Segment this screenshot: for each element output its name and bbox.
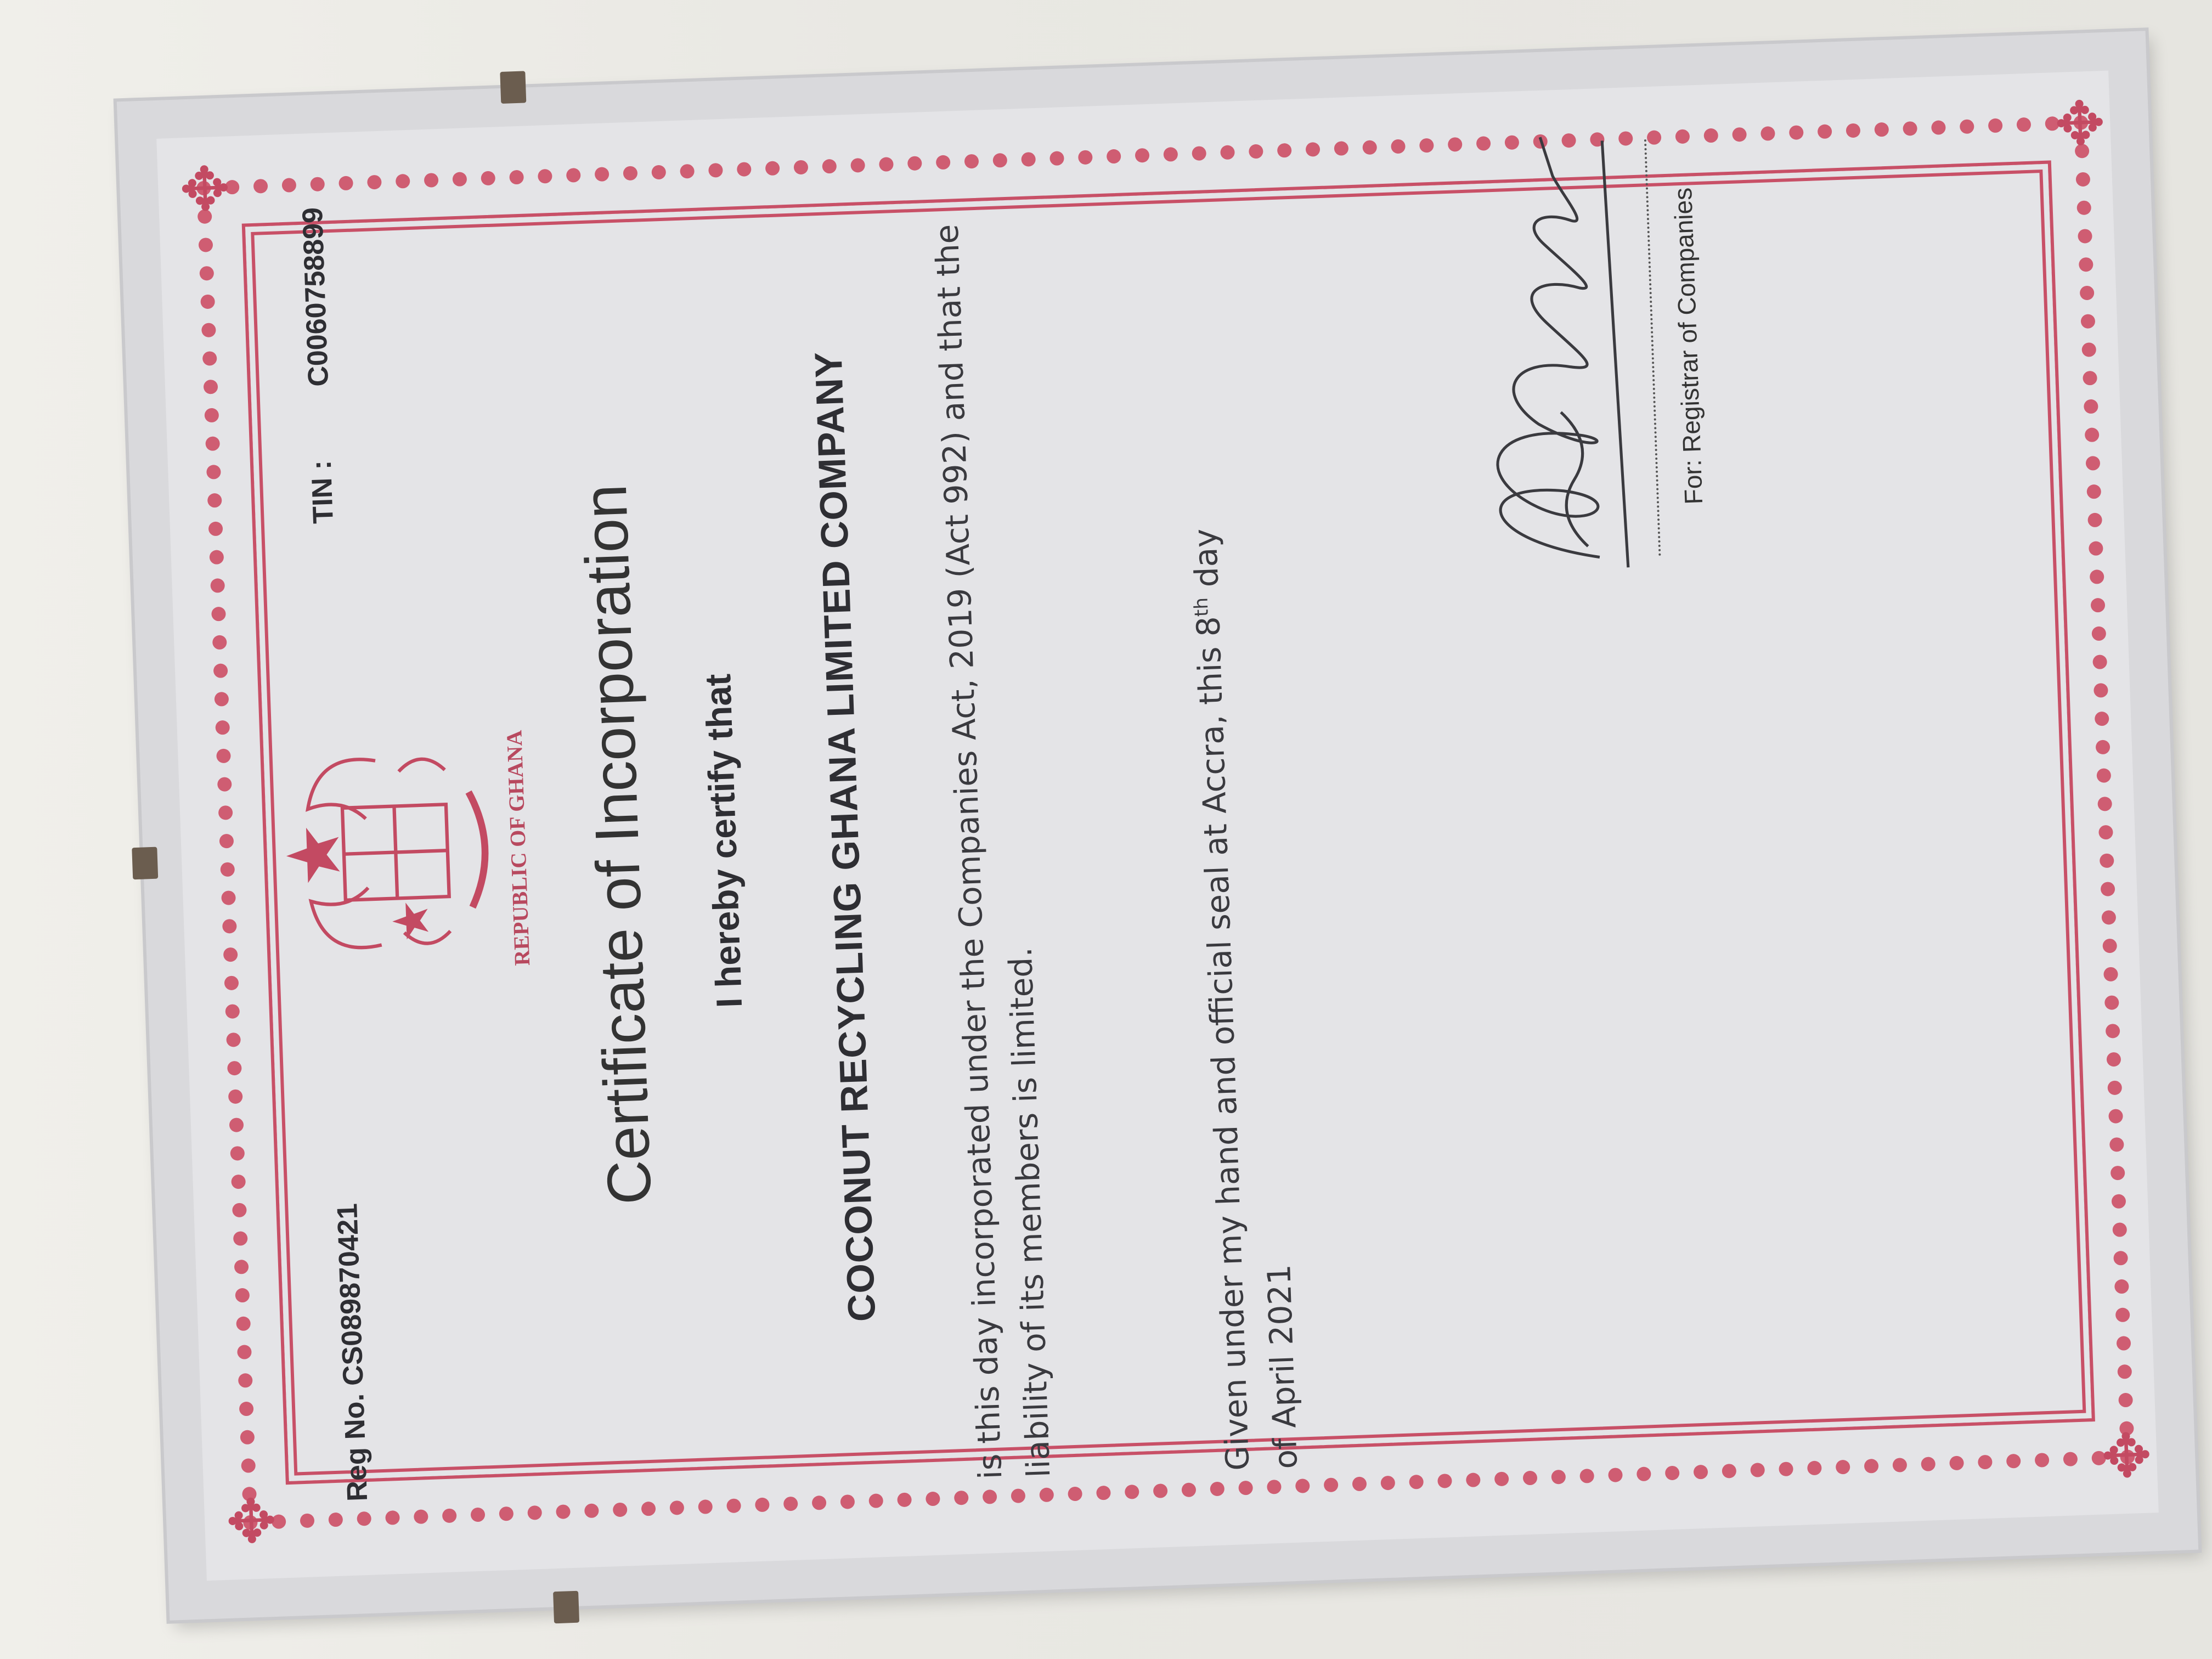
tin-label: TIN :: [305, 459, 340, 524]
tin-number: [296, 207, 340, 524]
fleur-corner-icon: ✥: [2100, 1420, 2153, 1492]
fleur-corner-icon: ✥: [178, 153, 232, 225]
certify-line: I hereby certify that: [697, 673, 750, 1009]
given-text-start: Given under my hand and official seal at Accra, this 8: [1189, 616, 1257, 1471]
certificate-title: Certificate of Incorporation: [570, 483, 664, 1206]
reg-value: CS089870421: [331, 1203, 370, 1386]
given-ordinal: th: [1190, 597, 1213, 617]
tin-value: C0060758899: [296, 207, 335, 387]
crest-caption: REPUBLIC OF GHANA: [501, 730, 535, 967]
certificate-paper: [156, 71, 2159, 1581]
glass-frame: [117, 31, 2198, 1620]
frame-clip: [132, 847, 158, 880]
incorporation-text: is this day incorporated under the Companies Act, 2019 (Act 992) and that the liability of its members is limited.: [928, 223, 1058, 1480]
fleur-corner-icon: ✥: [2053, 87, 2107, 160]
reg-number: [331, 1203, 374, 1502]
company-name: COCONUT RECYCLING GHANA LIMITED COMPANY: [806, 351, 884, 1323]
ghana-coat-of-arms-icon: [271, 733, 509, 972]
fleur-corner-icon: ✥: [224, 1485, 278, 1558]
handwritten-signature: [1413, 128, 1659, 585]
reg-label: Reg No.: [338, 1393, 374, 1502]
given-text: [1173, 492, 1310, 1471]
given-text-end: day of April 2021: [1186, 528, 1305, 1470]
certificate-content: [228, 81, 2087, 1570]
signatory-label: For: Registrar of Companies: [1668, 187, 1708, 505]
frame-clip: [553, 1591, 579, 1624]
frame-clip: [500, 71, 526, 104]
